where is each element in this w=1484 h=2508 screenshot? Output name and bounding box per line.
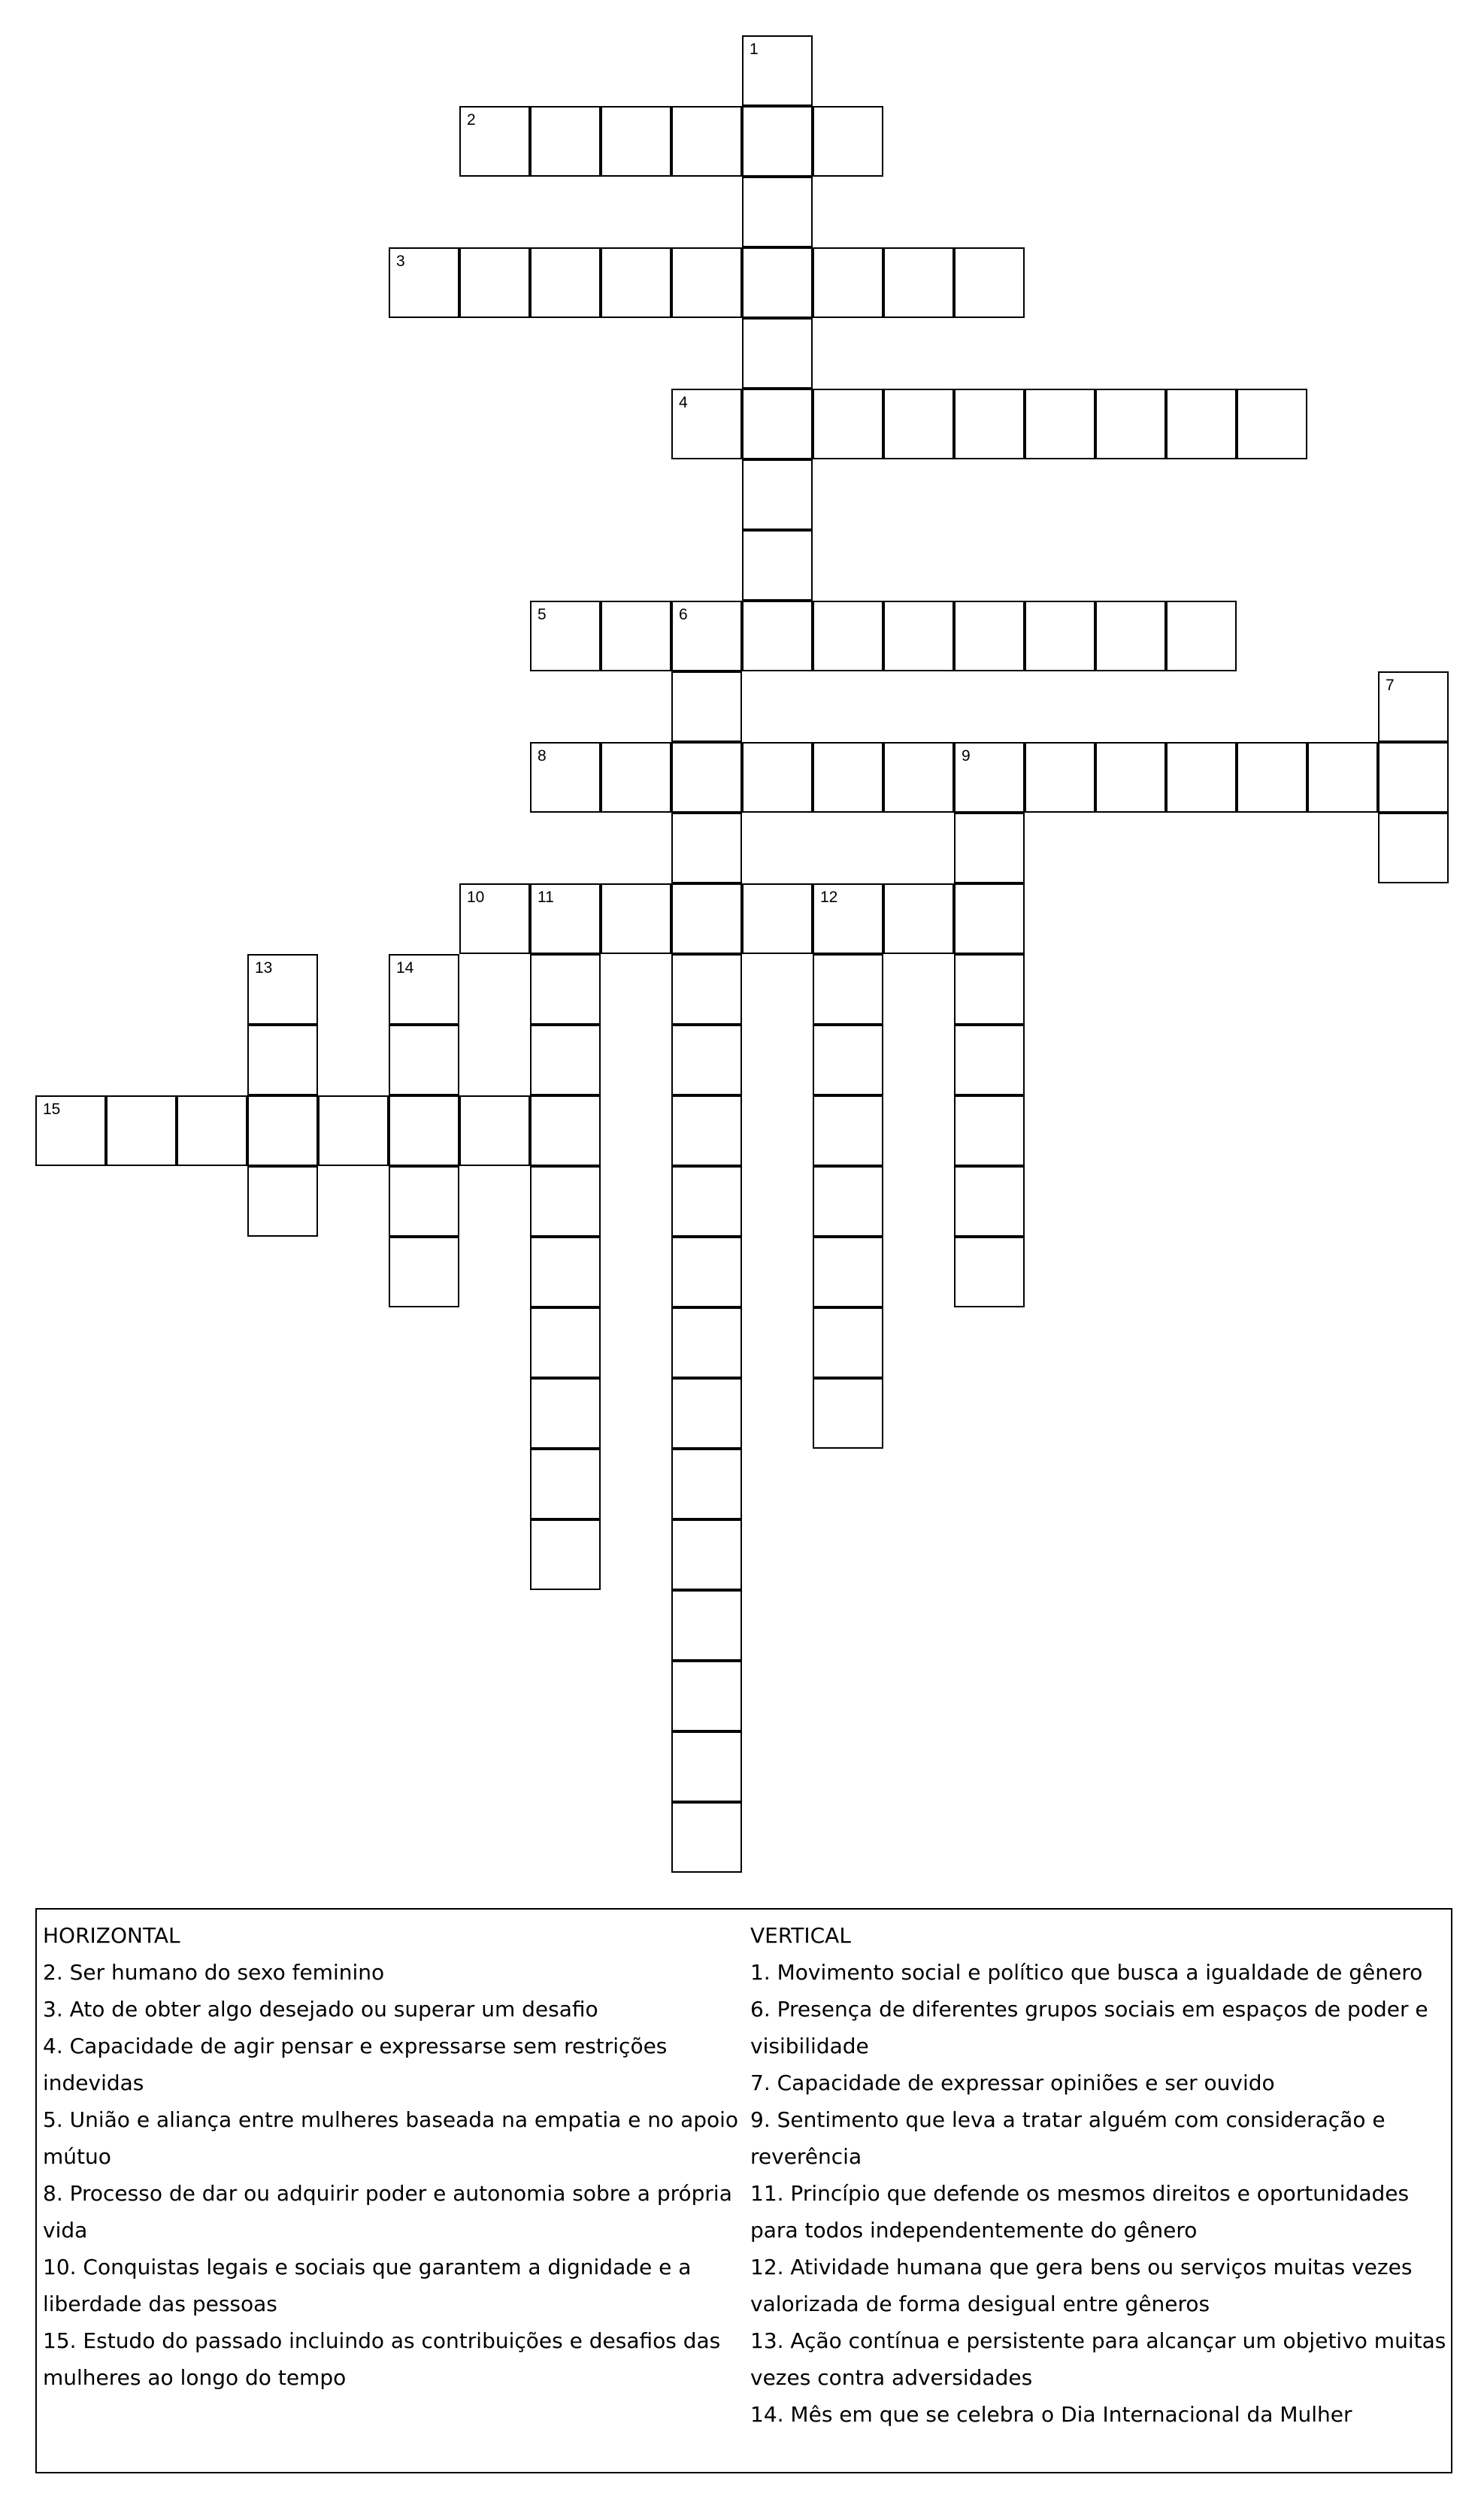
clues-box [35,1908,1452,2473]
clue-horizontal-10: 10. Conquistas legais e sociais que garantem a dignidade e a liberdade das pessoas [43,2255,692,2316]
vertical-heading: VERTICAL [750,1923,851,1948]
grid-cell[interactable] [671,671,742,742]
clue-number: 9 [962,747,971,765]
grid-cell[interactable] [883,247,954,318]
grid-cell[interactable] [1237,389,1307,459]
grid-cell[interactable] [813,247,883,318]
grid-cell[interactable] [813,1237,883,1307]
grid-cell[interactable] [883,742,954,813]
clue-number: 15 [43,1101,61,1118]
grid-cell[interactable] [1025,742,1095,813]
grid-cell[interactable] [671,813,742,883]
grid-cell[interactable] [671,1237,742,1307]
grid-cell[interactable] [742,389,813,459]
grid-cell[interactable] [954,742,1025,813]
grid-cell[interactable] [813,1095,883,1166]
grid-cell[interactable] [671,389,742,459]
grid-cell[interactable] [530,1307,601,1378]
grid-cell[interactable] [671,1025,742,1095]
grid-cell[interactable] [530,1378,601,1449]
clue-vertical-6: 6. Presença de diferentes grupos sociais em espaços de poder e visibilidade [750,1997,1428,2058]
grid-cell[interactable] [459,106,530,177]
grid-cell[interactable] [742,177,813,247]
grid-cell[interactable] [813,1307,883,1378]
grid-cell[interactable] [389,247,459,318]
grid-cell[interactable] [954,1025,1025,1095]
grid-cell[interactable] [813,883,883,954]
grid-cell[interactable] [954,883,1025,954]
grid-cell[interactable] [1307,742,1378,813]
vertical-clues-column [750,1917,1449,2433]
grid-cell[interactable] [813,1025,883,1095]
clue-vertical-11: 11. Princípio que defende os mesmos direitos e oportunidades para todos independentemente do gênero [750,2181,1410,2243]
clue-vertical-13: 13. Ação contínua e persistente para alcançar um objetivo muitas vezes contra adversidades [750,2328,1446,2390]
grid-cell[interactable] [671,1661,742,1731]
grid-cell[interactable] [742,601,813,671]
grid-cell[interactable] [742,883,813,954]
clue-number: 4 [679,394,688,411]
grid-cell[interactable] [742,35,813,106]
grid-cell[interactable] [1166,389,1237,459]
grid-cell[interactable] [883,601,954,671]
grid-cell[interactable] [247,1166,318,1237]
grid-cell[interactable] [530,106,601,177]
grid-cell[interactable] [601,601,671,671]
grid-cell[interactable] [1095,601,1166,671]
grid-cell[interactable] [530,1025,601,1095]
clue-number: 1 [750,41,759,58]
grid-cell[interactable] [954,954,1025,1025]
clue-vertical-12: 12. Atividade humana que gera bens ou serviços muitas vezes valorizada de forma desigual entre gêneros [750,2255,1413,2316]
clue-number: 3 [396,253,405,270]
clue-vertical-14: 14. Mês em que se celebra o Dia Internacional da Mulher [750,2402,1352,2427]
grid-cell[interactable] [1378,813,1449,883]
grid-cell[interactable] [671,601,742,671]
horizontal-clues-column [43,1917,757,2396]
clue-horizontal-15: 15. Estudo do passado incluindo as contribuições e desafios das mulheres ao longo do tempo [43,2328,721,2390]
grid-cell[interactable] [389,1095,459,1166]
grid-cell[interactable] [671,1449,742,1519]
grid-cell[interactable] [530,1166,601,1237]
grid-cell[interactable] [530,1449,601,1519]
grid-cell[interactable] [671,1307,742,1378]
grid-cell[interactable] [671,1378,742,1449]
clue-number: 14 [396,959,414,977]
grid-cell[interactable] [389,1166,459,1237]
grid-cell[interactable] [813,1166,883,1237]
grid-cell[interactable] [1166,742,1237,813]
grid-cell[interactable] [35,1095,106,1166]
grid-cell[interactable] [459,883,530,954]
clue-number: 12 [820,889,838,906]
grid-cell[interactable] [1025,601,1095,671]
grid-cell[interactable] [813,389,883,459]
grid-cell[interactable] [883,389,954,459]
grid-cell[interactable] [106,1095,177,1166]
grid-cell[interactable] [813,742,883,813]
grid-cell[interactable] [954,1237,1025,1307]
grid-cell[interactable] [601,106,671,177]
grid-cell[interactable] [318,1095,389,1166]
grid-cell[interactable] [1095,389,1166,459]
grid-cell[interactable] [459,1095,530,1166]
grid-cell[interactable] [813,1378,883,1449]
grid-cell[interactable] [671,742,742,813]
grid-cell[interactable] [742,459,813,530]
grid-cell[interactable] [671,883,742,954]
grid-cell[interactable] [671,1731,742,1802]
clue-number: 8 [538,747,547,765]
grid-cell[interactable] [671,1590,742,1661]
clue-number: 2 [467,111,476,129]
grid-cell[interactable] [954,813,1025,883]
grid-cell[interactable] [954,601,1025,671]
grid-cell[interactable] [813,601,883,671]
grid-cell[interactable] [247,1025,318,1095]
grid-cell[interactable] [530,247,601,318]
grid-cell[interactable] [813,106,883,177]
grid-cell[interactable] [601,247,671,318]
grid-cell[interactable] [742,247,813,318]
grid-cell[interactable] [247,954,318,1025]
grid-cell[interactable] [742,106,813,177]
grid-cell[interactable] [1378,671,1449,742]
clue-number: 13 [255,959,273,977]
grid-cell[interactable] [954,1095,1025,1166]
grid-cell[interactable] [671,1802,742,1873]
grid-cell[interactable] [177,1095,247,1166]
grid-cell[interactable] [530,1095,601,1166]
grid-cell[interactable] [671,1166,742,1237]
grid-cell[interactable] [671,1519,742,1590]
grid-cell[interactable] [247,1095,318,1166]
grid-cell[interactable] [1095,742,1166,813]
clue-number: 11 [538,889,554,906]
grid-cell[interactable] [742,530,813,601]
clue-number: 7 [1386,677,1395,694]
grid-cell[interactable] [1378,742,1449,813]
grid-cell[interactable] [459,247,530,318]
grid-cell[interactable] [530,1237,601,1307]
clue-horizontal-8: 8. Processo de dar ou adquirir poder e autonomia sobre a própria vida [43,2181,732,2243]
grid-cell[interactable] [530,954,601,1025]
grid-cell[interactable] [671,247,742,318]
grid-cell[interactable] [954,247,1025,318]
grid-cell[interactable] [530,601,601,671]
grid-cell[interactable] [389,1237,459,1307]
grid-cell[interactable] [813,954,883,1025]
grid-cell[interactable] [530,742,601,813]
grid-cell[interactable] [389,1025,459,1095]
clue-vertical-7: 7. Capacidade de expressar opiniões e ser ouvido [750,2070,1275,2095]
grid-cell[interactable] [671,106,742,177]
grid-cell[interactable] [954,1166,1025,1237]
grid-cell[interactable] [601,883,671,954]
clue-horizontal-5: 5. União e aliança entre mulheres baseada na empatia e no apoio mútuo [43,2107,739,2169]
clue-horizontal-4: 4. Capacidade de agir pensar e expressarse sem restrições indevidas [43,2034,668,2095]
grid-cell[interactable] [671,1095,742,1166]
grid-cell[interactable] [530,883,601,954]
grid-cell[interactable] [1025,389,1095,459]
clue-horizontal-3: 3. Ato de obter algo desejado ou superar um desafio [43,1997,598,2022]
grid-cell[interactable] [389,954,459,1025]
grid-cell[interactable] [954,389,1025,459]
grid-cell[interactable] [601,742,671,813]
grid-cell[interactable] [530,1519,601,1590]
grid-cell[interactable] [742,318,813,389]
grid-cell[interactable] [1237,742,1307,813]
grid-cell[interactable] [883,883,954,954]
horizontal-heading: HORIZONTAL [43,1923,180,1948]
clue-horizontal-2: 2. Ser humano do sexo feminino [43,1960,385,1985]
clue-vertical-9: 9. Sentimento que leva a tratar alguém com consideração e reverência [750,2107,1386,2169]
grid-cell[interactable] [1166,601,1237,671]
grid-cell[interactable] [671,954,742,1025]
clue-number: 10 [467,889,485,906]
clue-vertical-1: 1. Movimento social e político que busca a igualdade de gênero [750,1960,1423,1985]
clue-number: 6 [679,606,688,623]
clue-number: 5 [538,606,547,623]
grid-cell[interactable] [742,742,813,813]
